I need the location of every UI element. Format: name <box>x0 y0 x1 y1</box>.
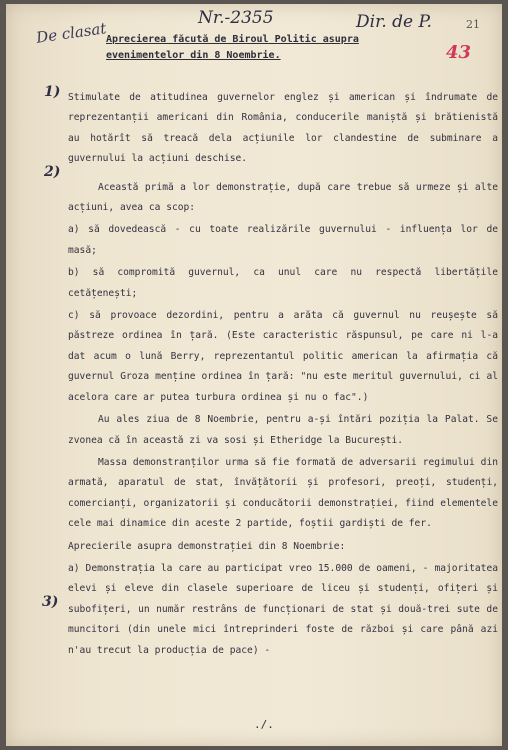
paragraph: Stimulate de atitudinea guvernelor englez și american și îndrumate de reprezentanții americani din România, conducerile maniștă și brătienistă au hotărît să treacă dela acțiunile lor clandestine de subminare a guvernului la acțiuni deschise. <box>68 92 498 165</box>
list-item: b) să compromită guvernul, ca unul care nu respectă libertățile cetățenești; <box>68 267 498 299</box>
document-body <box>68 88 498 663</box>
title-line-2: evenimentelor din 8 Noembrie. <box>106 50 281 61</box>
list-item: c) să provoace dezordini, pentru a arăta că guvernul nu reușește să păstreze ordinea în țară. (Este caracteristic răspunsul, pe care ni l-a dat acum o lună Berry, reprezentantul politic american la afirmația că guvernul Groza menține ordinea în țară: "nu este meritul guvernului, ci al acelora care ar putea turbura ordinea și nu o fac".) <box>68 310 498 403</box>
margin-mark-1: 1) <box>44 84 61 100</box>
page-number: 21 <box>466 18 480 31</box>
paragraph: Această primă a lor demonstrație, după care trebue să urmeze și alte acțiuni, avea ca scop: <box>68 181 498 214</box>
list-item: a) să dovedească - cu toate realizările guvernului - influența lor de masă; <box>68 224 498 256</box>
document-title <box>106 32 406 64</box>
margin-mark-3: 3) <box>42 594 59 610</box>
handwritten-note-top-left: De clasat <box>35 19 108 47</box>
paragraph: Aprecierile asupra demonstrației din 8 Noembrie: <box>68 540 346 552</box>
title-line-1: Aprecierea făcută de Biroul Politic asupra <box>106 34 359 45</box>
margin-mark-2: 2) <box>44 164 61 180</box>
handwritten-registration-number: Nr.-2355 <box>198 8 274 28</box>
continuation-mark: ./. <box>254 718 274 731</box>
paragraph: Au ales ziua de 8 Noembrie, pentru a-și întări poziția la Palat. Se zvonea că în această zi va sosi și Etheridge la București. <box>68 414 498 446</box>
paragraph: Massa demonstranților urma să fie formată de adversarii regimului din armată, aparatul de stat, învățătorii și profesori, preoți, studenți, comercianți, organizatorii și conducătorii demonstrației, fiind elementele cele mai dinamice din aceste 2 partide, foștii gardiști de fer. <box>68 456 498 530</box>
red-handwritten-number: 43 <box>446 42 472 63</box>
handwritten-note-top-right: Dir. de P. <box>356 12 432 32</box>
document-page <box>6 4 502 746</box>
list-item: a) Demonstrația la care au participat vreo 15.000 de oameni, - majoritatea elevi și eleve din clasele superioare de liceu și studenți, ofițeri și subofițeri, un număr restrâns de funcționari de stat și două-trei sute de muncitori (din unele mici întreprinderi foste de război și care până azi n'au trecut la producția de pace) - <box>68 562 498 656</box>
